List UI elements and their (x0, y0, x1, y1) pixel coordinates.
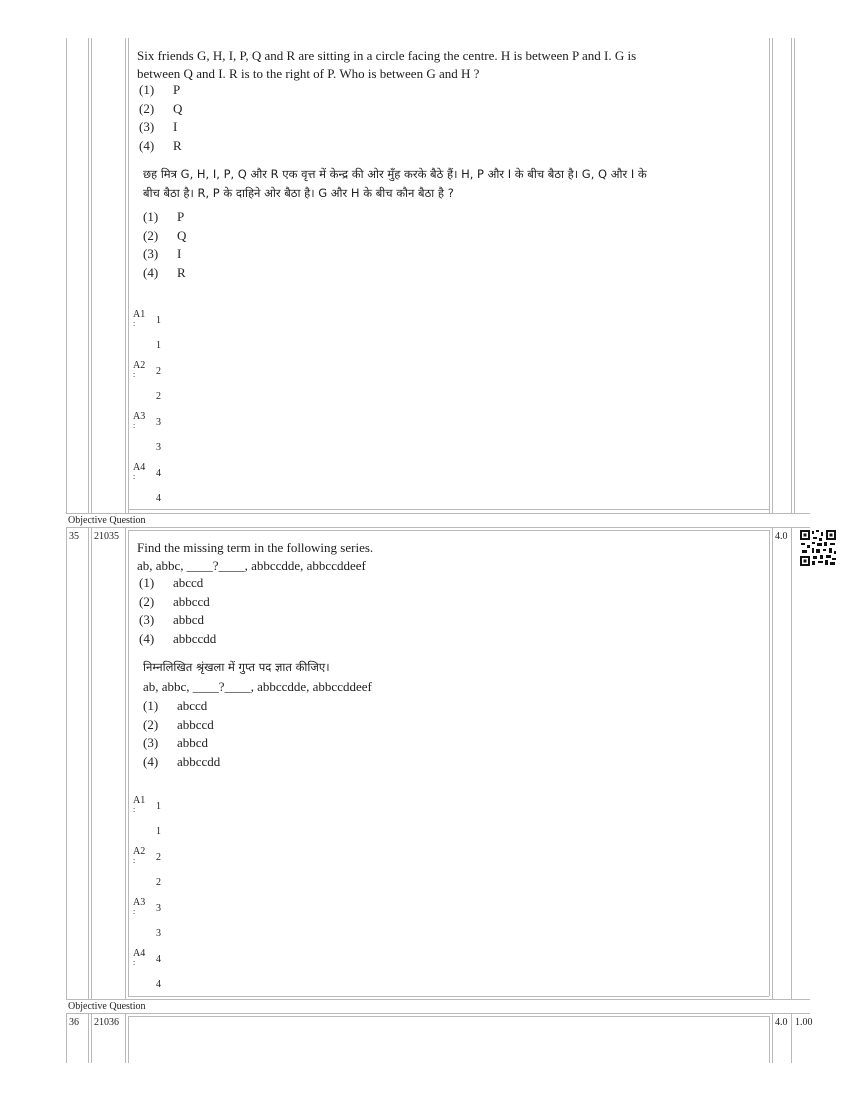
grid-line (66, 1013, 810, 1014)
option: (2) Q (139, 100, 183, 116)
grid-line (772, 527, 773, 999)
grid-line (128, 1016, 769, 1017)
question-number: 35 (69, 531, 79, 542)
grid-line (125, 38, 126, 513)
section-label: Objective Question (68, 515, 146, 526)
grid-line (791, 527, 792, 999)
option: (1) P (139, 82, 181, 97)
option: (3) I (139, 119, 178, 134)
grid-line (769, 1016, 770, 1063)
question-marks: 4.0 (775, 531, 788, 542)
question-text-english (137, 539, 757, 574)
option: (1) abccd (143, 698, 208, 713)
option: (2) abbccd (143, 716, 214, 732)
question-line: निम्नलिखित श्रृंखला में गुप्त पद ज्ञात कीजिए। (143, 660, 330, 674)
question-id: 21035 (94, 531, 119, 542)
grid-line (91, 38, 92, 513)
grid-line (91, 527, 92, 999)
grid-line (66, 527, 810, 528)
option: (3) I (143, 246, 182, 261)
grid-line (125, 1013, 126, 1063)
grid-line (125, 527, 126, 999)
option: (2) abbccd (139, 593, 210, 609)
grid-line (791, 38, 792, 513)
grid-line (88, 527, 89, 999)
options-english (139, 574, 216, 648)
grid-line (66, 999, 810, 1000)
option: (1) P (143, 209, 185, 224)
grid-line (128, 530, 769, 531)
grid-line (66, 38, 67, 513)
qr-code (799, 529, 837, 567)
grid-line (91, 1013, 92, 1063)
question-text-english (137, 47, 757, 82)
question-line: Six friends G, H, I, P, Q and R are sitting in a circle facing the centre. H is between P and I. G is (137, 48, 637, 63)
grid-line (128, 1016, 129, 1063)
question-line: छह मित्र G, H, I, P, Q और R एक वृत्त में केन्द्र की ओर मुँह करके बैठे हैं। H, P और I के बीच बैठा है। G, Q और I के (143, 167, 647, 181)
grid-line (772, 38, 773, 513)
question-id: 21036 (94, 1017, 119, 1028)
options-hindi (143, 208, 186, 282)
question-line: ab, abbc, ____?____, abbccdde, abbccddeef (137, 557, 366, 573)
grid-line (66, 513, 810, 514)
grid-line (66, 1013, 67, 1063)
grid-line (128, 530, 129, 996)
option: (1) abccd (139, 575, 204, 590)
options-english (139, 81, 182, 155)
grid-line (88, 1013, 89, 1063)
grid-line (794, 38, 795, 513)
grid-line (769, 530, 770, 996)
option: (3) abbcd (139, 612, 205, 627)
question-series-hindi: ab, abbc, ____?____, abbccdde, abbccddeef (143, 679, 372, 694)
grid-line (128, 509, 769, 510)
question-line: between Q and I. R is to the right of P. Who is between G and H ? (137, 65, 480, 81)
question-line: बीच बैठा है। R, P के दाहिने ओर बैठा है। G और H के बीच कौन बैठा है ? (143, 186, 454, 200)
question-negative-marks: 1.00 (795, 1017, 813, 1028)
option: (3) abbcd (143, 735, 209, 750)
option: (4) R (143, 264, 186, 280)
grid-line (128, 996, 769, 997)
option: (4) R (139, 137, 182, 153)
section-label: Objective Question (68, 1001, 146, 1012)
question-marks: 4.0 (775, 1017, 788, 1028)
option: (4) abbccdd (143, 753, 221, 769)
grid-line (769, 38, 770, 513)
grid-line (791, 1013, 792, 1063)
question-number: 36 (69, 1017, 79, 1028)
grid-line (128, 38, 129, 513)
option: (4) abbccdd (139, 630, 217, 646)
question-text-hindi (143, 658, 758, 677)
options-hindi (143, 697, 220, 771)
grid-line (772, 1013, 773, 1063)
grid-line (88, 38, 89, 513)
grid-line (66, 527, 67, 999)
question-line: Find the missing term in the following series. (137, 540, 374, 555)
question-text-hindi (143, 165, 758, 203)
option: (2) Q (143, 227, 187, 243)
